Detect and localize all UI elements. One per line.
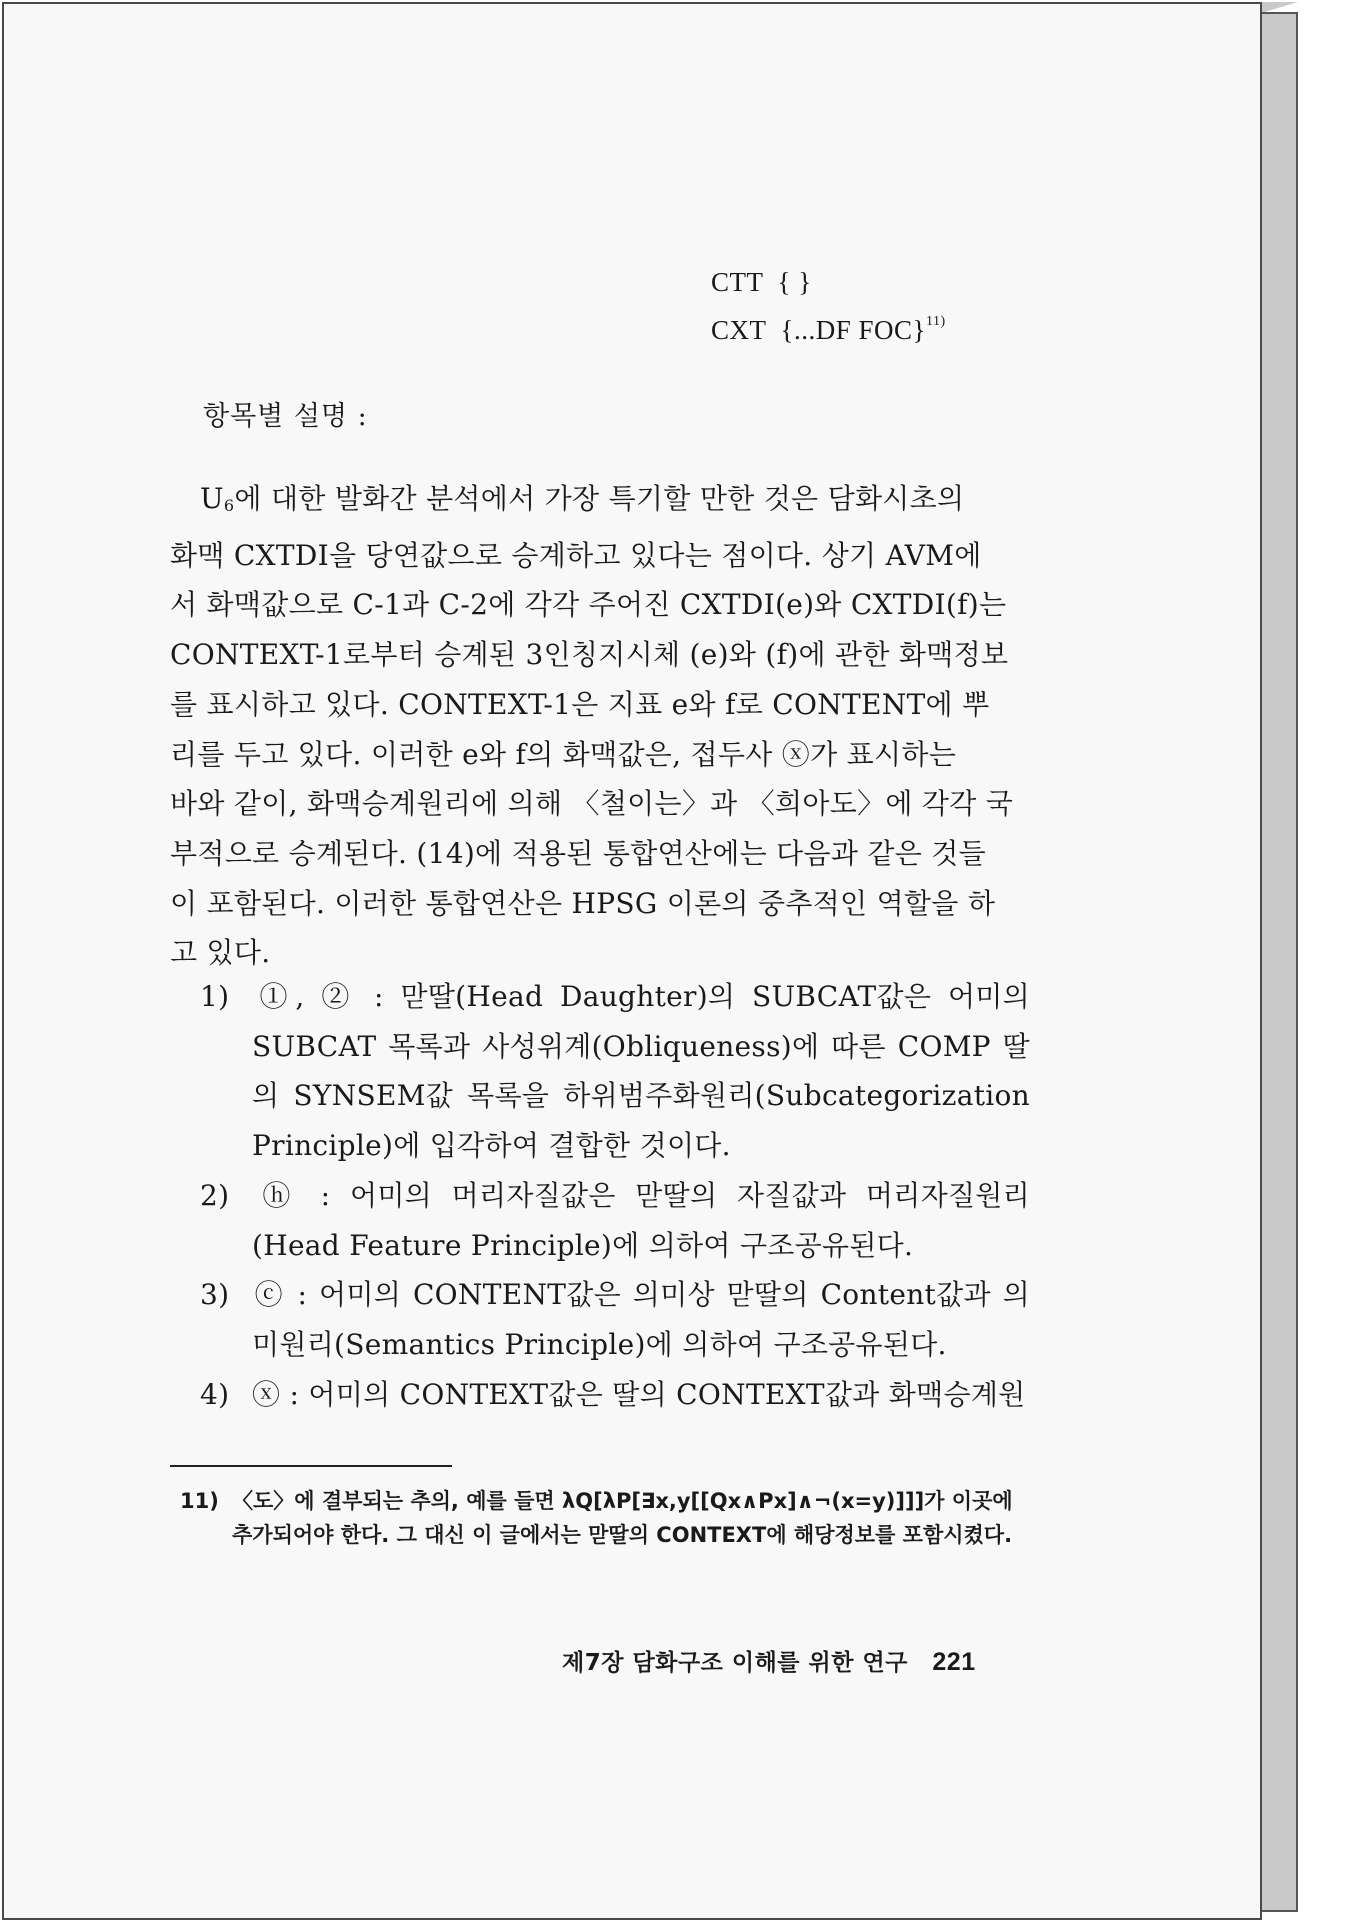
paragraph-line: 고 있다.: [170, 936, 271, 970]
paragraph-line: 부적으로 승계된다. (14)에 적용된 통합연산에는 다음과 같은 것들: [170, 836, 986, 870]
paragraph-line: 서 화맥값으로 C-1과 C-2에 각각 주어진 CXTDI(e)와 CXTDI(f)는: [170, 588, 1007, 622]
footnote: [180, 1484, 1030, 1552]
paragraph-line: 를 표시하고 있다. CONTEXT-1은 지표 e와 f로 CONTENT에 뿌: [170, 687, 990, 721]
paragraph-line: 화맥 CXTDI을 당연값으로 승계하고 있다는 점이다. 상기 AVM에: [170, 538, 982, 572]
page-stack-edge: [1262, 12, 1298, 1912]
u-subscript: 6: [223, 496, 235, 515]
paragraph-line: 바와 같이, 화맥승계원리에 의해 〈철이는〉과 〈희아도〉에 각각 국: [170, 787, 1014, 821]
avm-cxt-value: {...DF FOC}: [780, 315, 926, 345]
list-item-number: 1): [200, 980, 230, 1013]
footnote-text: 〈도〉에 결부되는 추의, 예를 들면 λQ[λP[∃x,y[[Qx∧Px]∧¬(x=y)]]]가 이곳에 추가되어야 한다. 그 대신 이 글에서는 맏딸의 CONTEXT에 해당정보를 포함시켰다.: [232, 1489, 1013, 1547]
footnote-row: [180, 1484, 1030, 1552]
list-item-text: ⓒ : 어미의 CONTENT값은 의미상 맏딸의 Content값과 의미원리(Semantics Principle)에 의하여 구조공유된다.: [252, 1278, 1030, 1361]
paragraph-line: CONTEXT-1로부터 승계된 3인칭지시체 (e)와 (f)에 관한 화맥정보: [170, 638, 1009, 672]
list-item: [200, 972, 1030, 1171]
paragraph-line: $U_6$에 대한 발화간 분석에서 가장 특기할 만한 것은 담화시초의: [200, 482, 965, 515]
avm-ctt-row: [711, 262, 946, 302]
u-symbol: U: [200, 482, 224, 515]
list-item-number: 2): [200, 1178, 230, 1212]
list-item-text: ①, ② : 맏딸(Head Daughter)의 SUBCAT값은 어미의 SUBCAT 목록과 사성위계(Obliqueness)에 따른 COMP 딸의 SYNSEM값 목록을 하위범주화원리(Subcategorization Principle)에 입각하여 결합한 것이다.: [252, 980, 1030, 1163]
footer-title: 담화구조 이해를 위한 연구: [632, 1650, 908, 1676]
section-heading: 항목별 설명 :: [203, 401, 368, 432]
footnote-divider: [170, 1465, 452, 1467]
book-page: [2, 2, 1262, 1920]
list-item: [200, 1370, 1030, 1420]
page-number: 221: [932, 1648, 976, 1676]
avm-cxt-label: CXT: [711, 315, 767, 345]
numbered-list: [200, 972, 1030, 1419]
list-item: [200, 1270, 1030, 1369]
footer-chapter: 제7장: [562, 1650, 624, 1676]
list-item: [200, 1171, 1030, 1270]
avm-cxt-row: [711, 302, 946, 350]
list-item-number: 3): [200, 1278, 230, 1312]
paragraph-line: 리를 두고 있다. 이러한 e와 f의 화맥값은, 접두사 ⓧ가 표시하는: [170, 737, 957, 771]
paragraph-line: 이 포함된다. 이러한 통합연산은 HPSG 이론의 중추적인 역할을 하: [170, 886, 996, 920]
list-item-text: ⓗ : 어미의 머리자질값은 맏딸의 자질값과 머리자질원리(Head Feature Principle)에 의하여 구조공유된다.: [252, 1178, 1030, 1262]
avm-ctt-value: { }: [777, 267, 812, 297]
avm-fragment: [711, 262, 946, 350]
avm-footnote-marker: 11): [925, 314, 946, 329]
list-item-number: 4): [200, 1377, 230, 1411]
body-paragraph: [170, 474, 1030, 978]
running-footer: [562, 1644, 976, 1677]
avm-ctt-label: CTT: [711, 267, 764, 297]
footnote-number: 11): [180, 1489, 219, 1513]
list-item-text: ⓧ : 어미의 CONTEXT값은 딸의 CONTEXT값과 화맥승계원: [252, 1377, 1026, 1411]
